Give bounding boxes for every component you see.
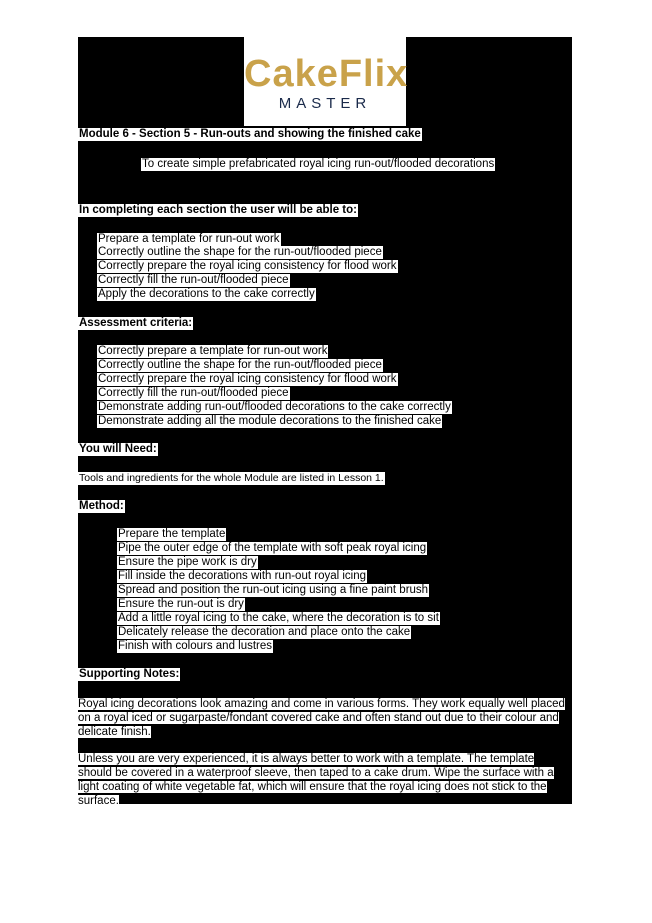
method-heading: Method: xyxy=(79,500,124,512)
method-step: Finish with colours and lustres xyxy=(118,640,273,652)
module-title: Module 6 - Section 5 - Run-outs and showing the finished cake xyxy=(79,128,421,140)
assessment-item: Correctly fill the run-out/flooded piece xyxy=(98,387,289,399)
logo-wordmark: CakeFlix xyxy=(244,53,409,95)
method-step: Prepare the template xyxy=(118,528,226,540)
cakeflix-logo xyxy=(244,37,409,126)
objective-item: Correctly prepare the royal icing consistency for flood work xyxy=(98,260,397,272)
assessment-item: Correctly prepare a template for run-out work xyxy=(98,345,328,357)
logo-subtitle: MASTER xyxy=(278,95,372,112)
method-step: Ensure the run-out is dry xyxy=(118,598,244,610)
method-step: Add a little royal icing to the cake, where the decoration is to sit xyxy=(118,612,439,624)
objective-item: Correctly outline the shape for the run-out/flooded piece xyxy=(98,246,382,258)
method-step: Fill inside the decorations with run-out royal icing xyxy=(118,570,367,582)
aim-text: To create simple prefabricated royal icing run-out/flooded decorations xyxy=(142,158,495,170)
method-step: Ensure the pipe work is dry xyxy=(118,556,257,568)
objective-item: Correctly fill the run-out/flooded piece xyxy=(98,274,289,286)
assessment-item: Correctly outline the shape for the run-out/flooded piece xyxy=(98,359,382,371)
assessment-item: Demonstrate adding run-out/flooded decorations to the cake correctly xyxy=(98,401,451,413)
notes-paragraph: Unless you are very experienced, it is always better to work with a template. The template should be covered in a waterproof sleeve, then taped to a cake drum. Wipe the surface with a light coating of white vegetable fat, which will ensure that the royal icing does not stick to the surface. xyxy=(78,753,554,807)
need-text: Tools and ingredients for the whole Module are listed in Lesson 1. xyxy=(79,472,384,484)
objective-item: Prepare a template for run-out work xyxy=(98,233,280,245)
method-step: Delicately release the decoration and place onto the cake xyxy=(118,626,411,638)
notes-heading: Supporting Notes: xyxy=(79,668,180,680)
notes-paragraph: Royal icing decorations look amazing and come in various forms. They work equally well placed on a royal iced or sugarpaste/fondant covered cake and often stand out due to their colour and delicate finish. xyxy=(78,698,565,738)
objectives-heading: In completing each section the user will be able to: xyxy=(79,204,357,216)
method-step: Spread and position the run-out icing using a fine paint brush xyxy=(118,584,429,596)
assessment-item: Correctly prepare the royal icing consistency for flood work xyxy=(98,373,397,385)
assessment-heading: Assessment criteria: xyxy=(79,317,193,329)
objective-item: Apply the decorations to the cake correctly xyxy=(98,288,315,300)
method-step: Pipe the outer edge of the template with soft peak royal icing xyxy=(118,542,427,554)
need-heading: You will Need: xyxy=(79,443,157,455)
assessment-item: Demonstrate adding all the module decorations to the finished cake xyxy=(98,415,442,427)
